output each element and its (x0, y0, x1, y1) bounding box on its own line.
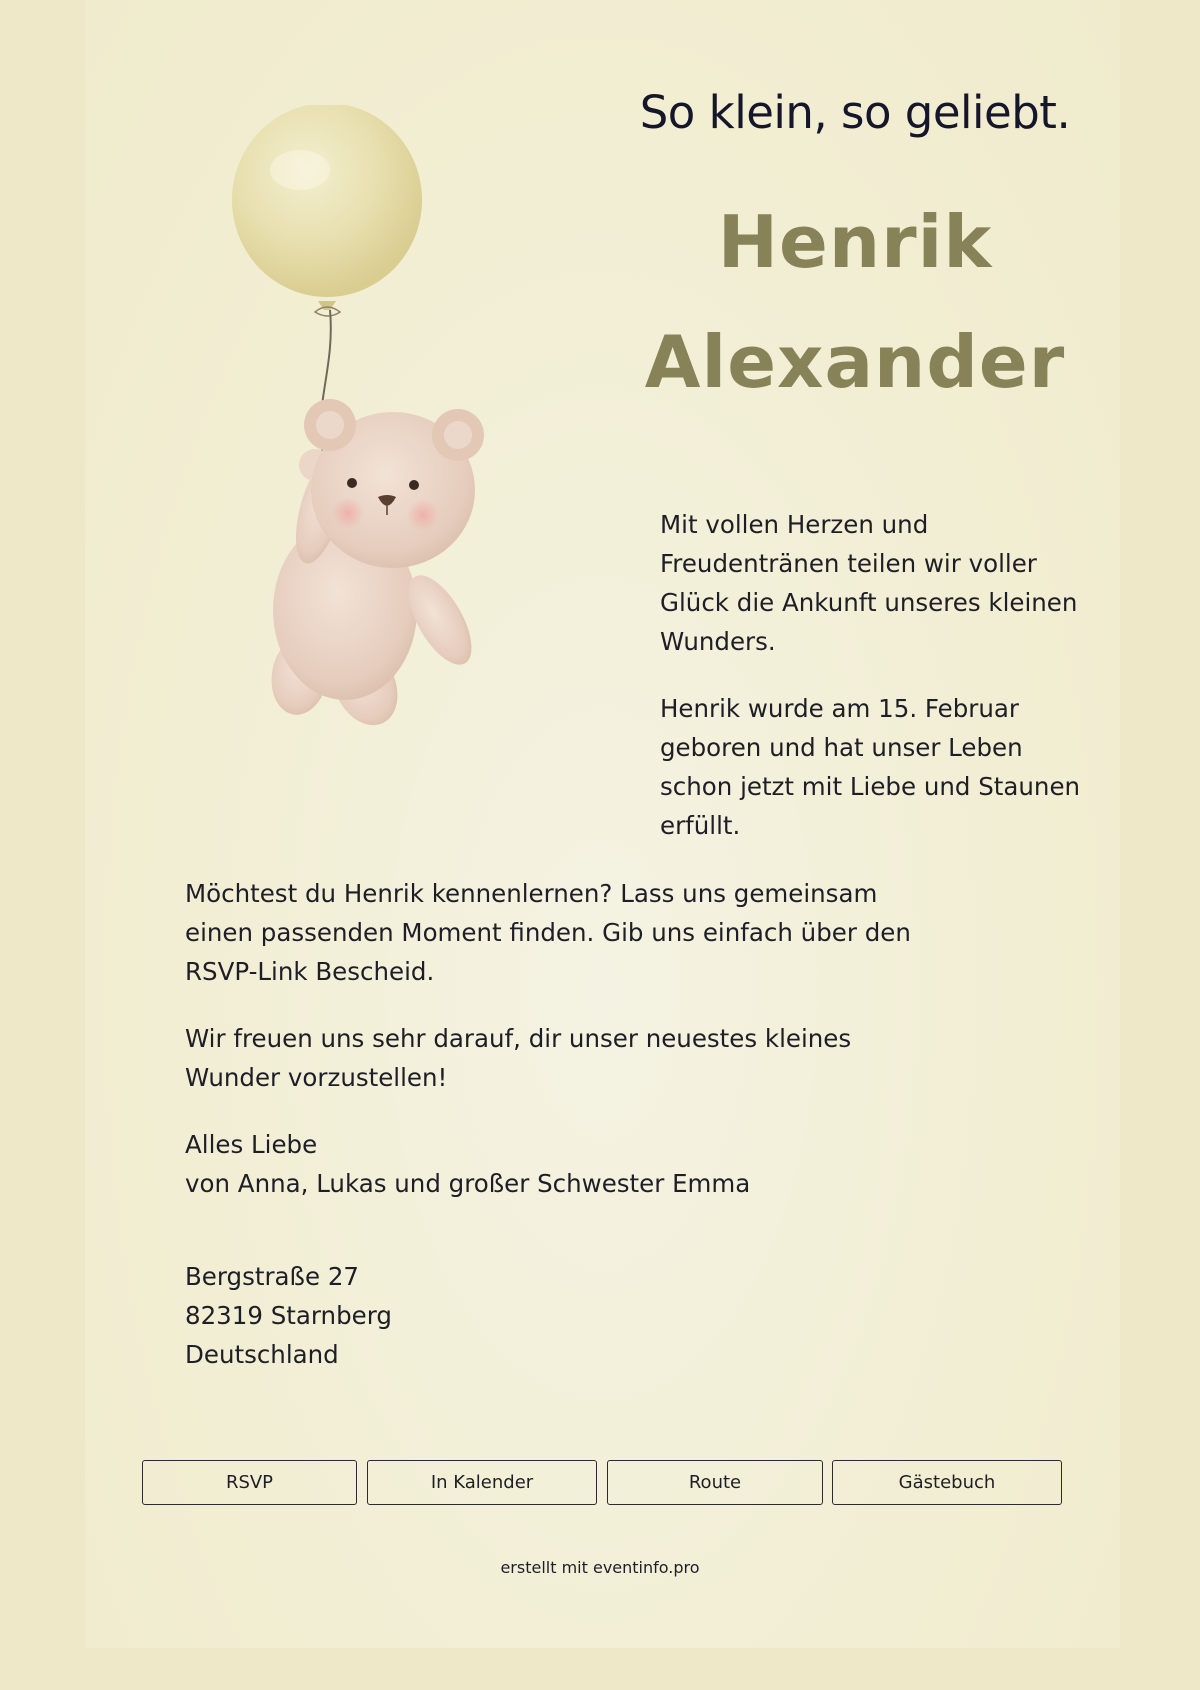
add-to-calendar-button[interactable]: In Kalender (367, 1460, 597, 1505)
rsvp-button[interactable]: RSVP (142, 1460, 357, 1505)
address-city: 82319 Starnberg (185, 1301, 392, 1330)
signature-line: von Anna, Lukas und großer Schwester Emma (185, 1169, 751, 1198)
address-block (185, 1257, 685, 1374)
message-paragraph: Wir freuen uns sehr darauf, dir unser neuestes kleines Wunder vorzustellen! (185, 1024, 852, 1092)
closing-block (185, 1125, 945, 1203)
intro-section (660, 505, 1090, 873)
intro-paragraph: Mit vollen Herzen und Freudentränen teilen wir voller Glück die Ankunft unseres kleinen Wunders. (660, 510, 1078, 656)
address-country: Deutschland (185, 1340, 339, 1369)
tagline: So klein, so geliebt. (639, 86, 1071, 139)
route-button[interactable]: Route (607, 1460, 823, 1505)
intro-paragraph: Henrik wurde am 15. Februar geboren und hat unser Leben schon jetzt mit Liebe und Staunen erfüllt. (660, 694, 1081, 840)
teddy-bear-icon (265, 399, 484, 735)
baby-last-name: Alexander (644, 320, 1066, 404)
baby-first-name: Henrik (717, 200, 993, 284)
teddy-bear-balloon-illustration (140, 105, 520, 735)
action-buttons (142, 1460, 1062, 1506)
closing-line: Alles Liebe (185, 1130, 318, 1159)
guestbook-button[interactable]: Gästebuch (832, 1460, 1062, 1505)
message-section (185, 874, 945, 1231)
message-paragraph: Möchtest du Henrik kennenlernen? Lass uns gemeinsam einen passenden Moment finden. Gib uns einfach über den RSVP-Link Bescheid. (185, 879, 911, 986)
address-street: Bergstraße 27 (185, 1262, 360, 1291)
footer-credit-link[interactable]: erstellt mit eventinfo.pro (500, 1558, 700, 1577)
